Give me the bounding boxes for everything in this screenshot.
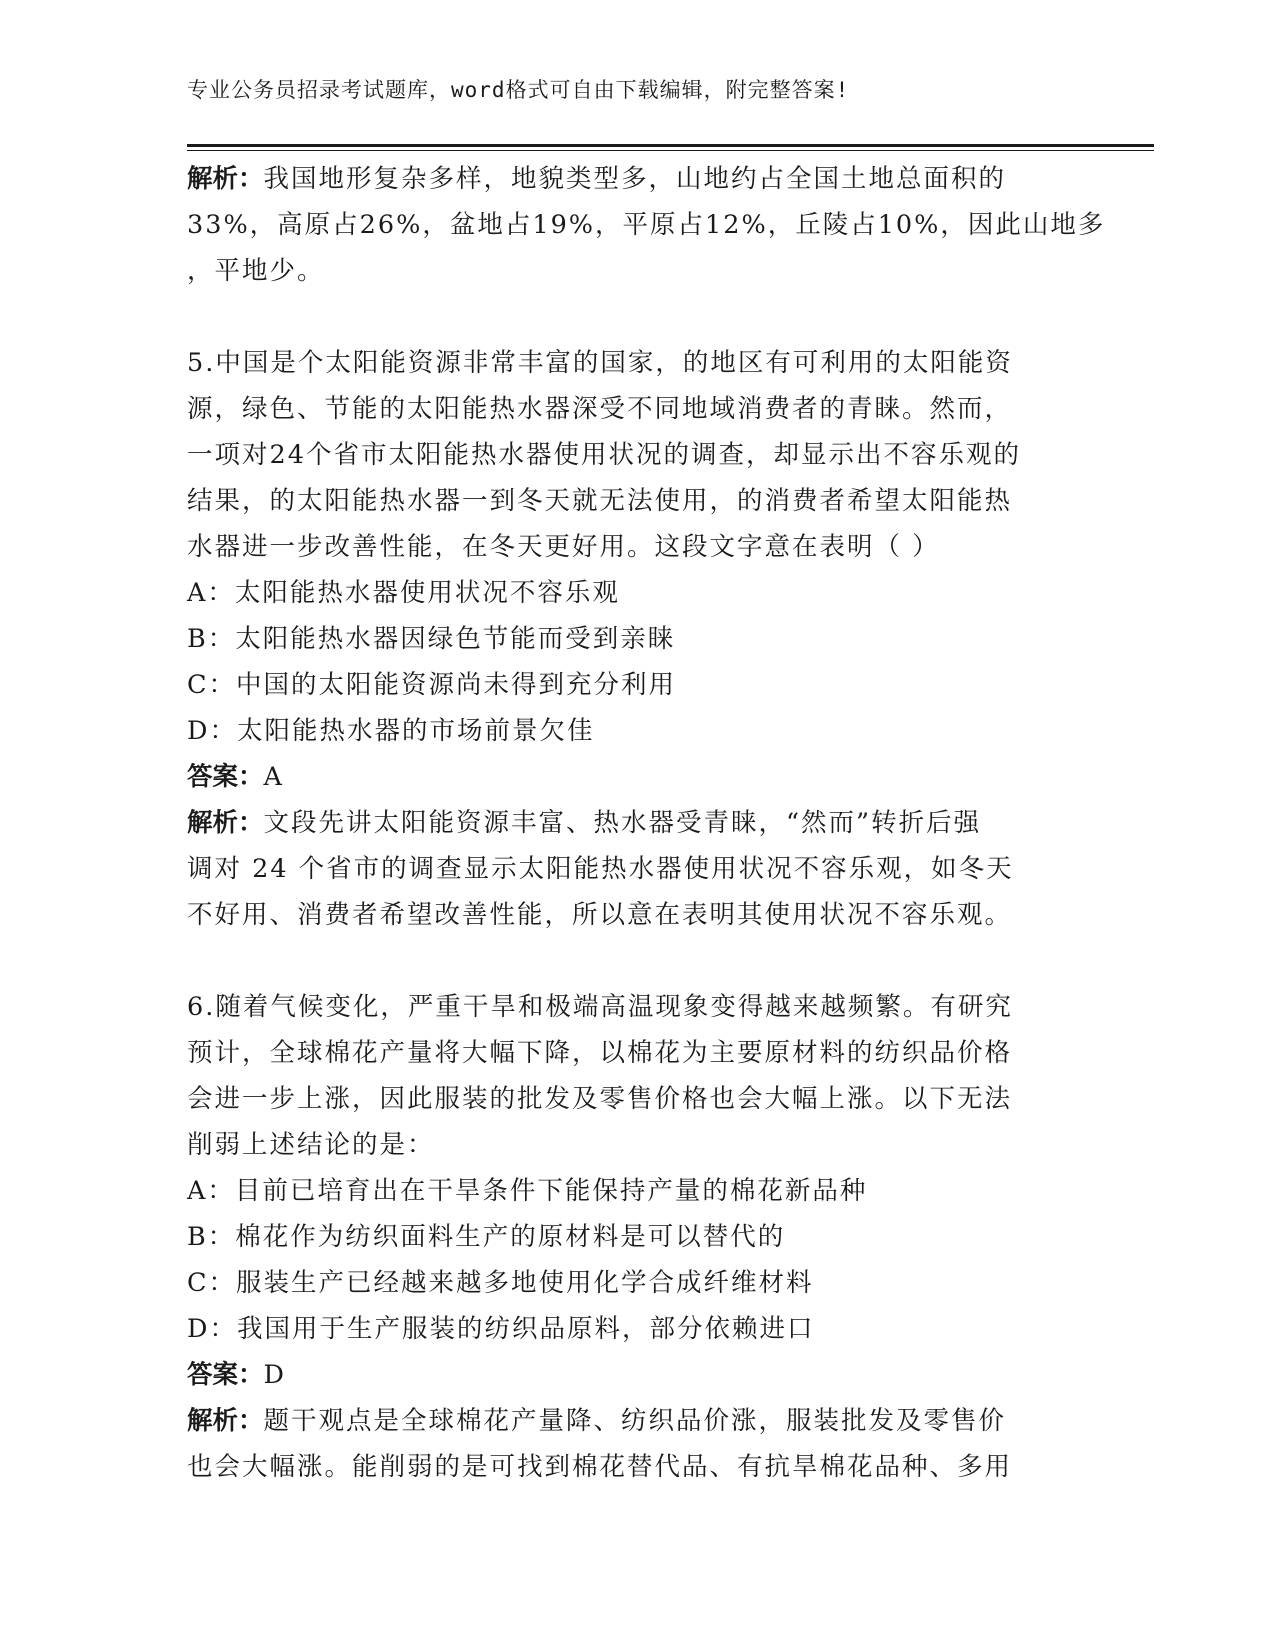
answer-line [187, 754, 1087, 800]
analysis-line: 调对 24 个省市的调查显示太阳能热水器使用状况不容乐观，如冬天 [187, 854, 1014, 884]
option-d: D：太阳能热水器的市场前景欠佳 [187, 716, 595, 746]
option-b: B：太阳能热水器因绿色节能而受到亲睐 [187, 624, 676, 654]
answer-label: 答案： [187, 1360, 264, 1390]
option-a: A：太阳能热水器使用状况不容乐观 [187, 578, 620, 608]
question-stem-line: 削弱上述结论的是： [187, 1130, 435, 1160]
question-stem-line: 预计，全球棉花产量将大幅下降，以棉花为主要原材料的纺织品价格 [187, 1038, 1013, 1068]
question-stem-line: 会进一步上涨，因此服装的批发及零售价格也会大幅上涨。以下无法 [187, 1084, 1013, 1114]
spacer [187, 938, 1087, 984]
analysis-label: 解析： [187, 808, 264, 838]
header-rule-thin [187, 150, 1154, 151]
header-rule-thick [187, 144, 1154, 147]
spacer [187, 294, 1087, 340]
document-body [187, 156, 1106, 1490]
answer-label: 答案： [187, 762, 264, 792]
answer-value: A [263, 762, 284, 792]
answer-line [187, 1352, 1087, 1398]
analysis-text: 题干观点是全球棉花产量降、纺织品价涨，服装批发及零售价 [263, 1406, 1007, 1436]
analysis-line [187, 800, 1087, 846]
question-stem-line: 一项对24个省市太阳能热水器使用状况的调查，却显示出不容乐观的 [187, 440, 1021, 470]
option-c: C：中国的太阳能资源尚未得到充分利用 [187, 670, 677, 700]
page-header: 专业公务员招录考试题库，word格式可自由下载编辑，附完整答案! [187, 78, 850, 102]
analysis-line: 也会大幅涨。能削弱的是可找到棉花替代品、有抗旱棉花品种、多用 [187, 1452, 1013, 1482]
question-stem-line: 结果，的太阳能热水器一到冬天就无法使用，的消费者希望太阳能热 [187, 486, 1013, 516]
analysis-line: ，平地少。 [187, 256, 325, 286]
analysis-line: 不好用、消费者希望改善性能，所以意在表明其使用状况不容乐观。 [187, 900, 1013, 930]
analysis-text: 我国地形复杂多样，地貌类型多，山地约占全国土地总面积的 [263, 164, 1007, 194]
analysis-line [187, 156, 1087, 202]
option-c: C：服装生产已经越来越多地使用化学合成纤维材料 [187, 1268, 814, 1298]
answer-value: D [263, 1360, 286, 1390]
question-stem-line: 6.随着气候变化，严重干旱和极端高温现象变得越来越频繁。有研究 [187, 992, 1013, 1022]
analysis-line [187, 1398, 1087, 1444]
question-stem-line: 5.中国是个太阳能资源非常丰富的国家，的地区有可利用的太阳能资 [187, 348, 1013, 378]
analysis-label: 解析： [187, 1406, 264, 1436]
question-stem-line: 源，绿色、节能的太阳能热水器深受不同地域消费者的青睐。然而， [187, 394, 1013, 424]
option-b: B：棉花作为纺织面料生产的原材料是可以替代的 [187, 1222, 786, 1252]
analysis-label: 解析： [187, 164, 264, 194]
option-a: A：目前已培育出在干旱条件下能保持产量的棉花新品种 [187, 1176, 868, 1206]
analysis-line: 33%，高原占26%，盆地占19%，平原占12%，丘陵占10%，因此山地多 [187, 210, 1106, 240]
option-d: D：我国用于生产服装的纺织品原料，部分依赖进口 [187, 1314, 815, 1344]
question-stem-line: 水器进一步改善性能，在冬天更好用。这段文字意在表明（ ） [187, 532, 940, 562]
analysis-text: 文段先讲太阳能资源丰富、热水器受青睐，“然而”转折后强 [263, 808, 982, 838]
